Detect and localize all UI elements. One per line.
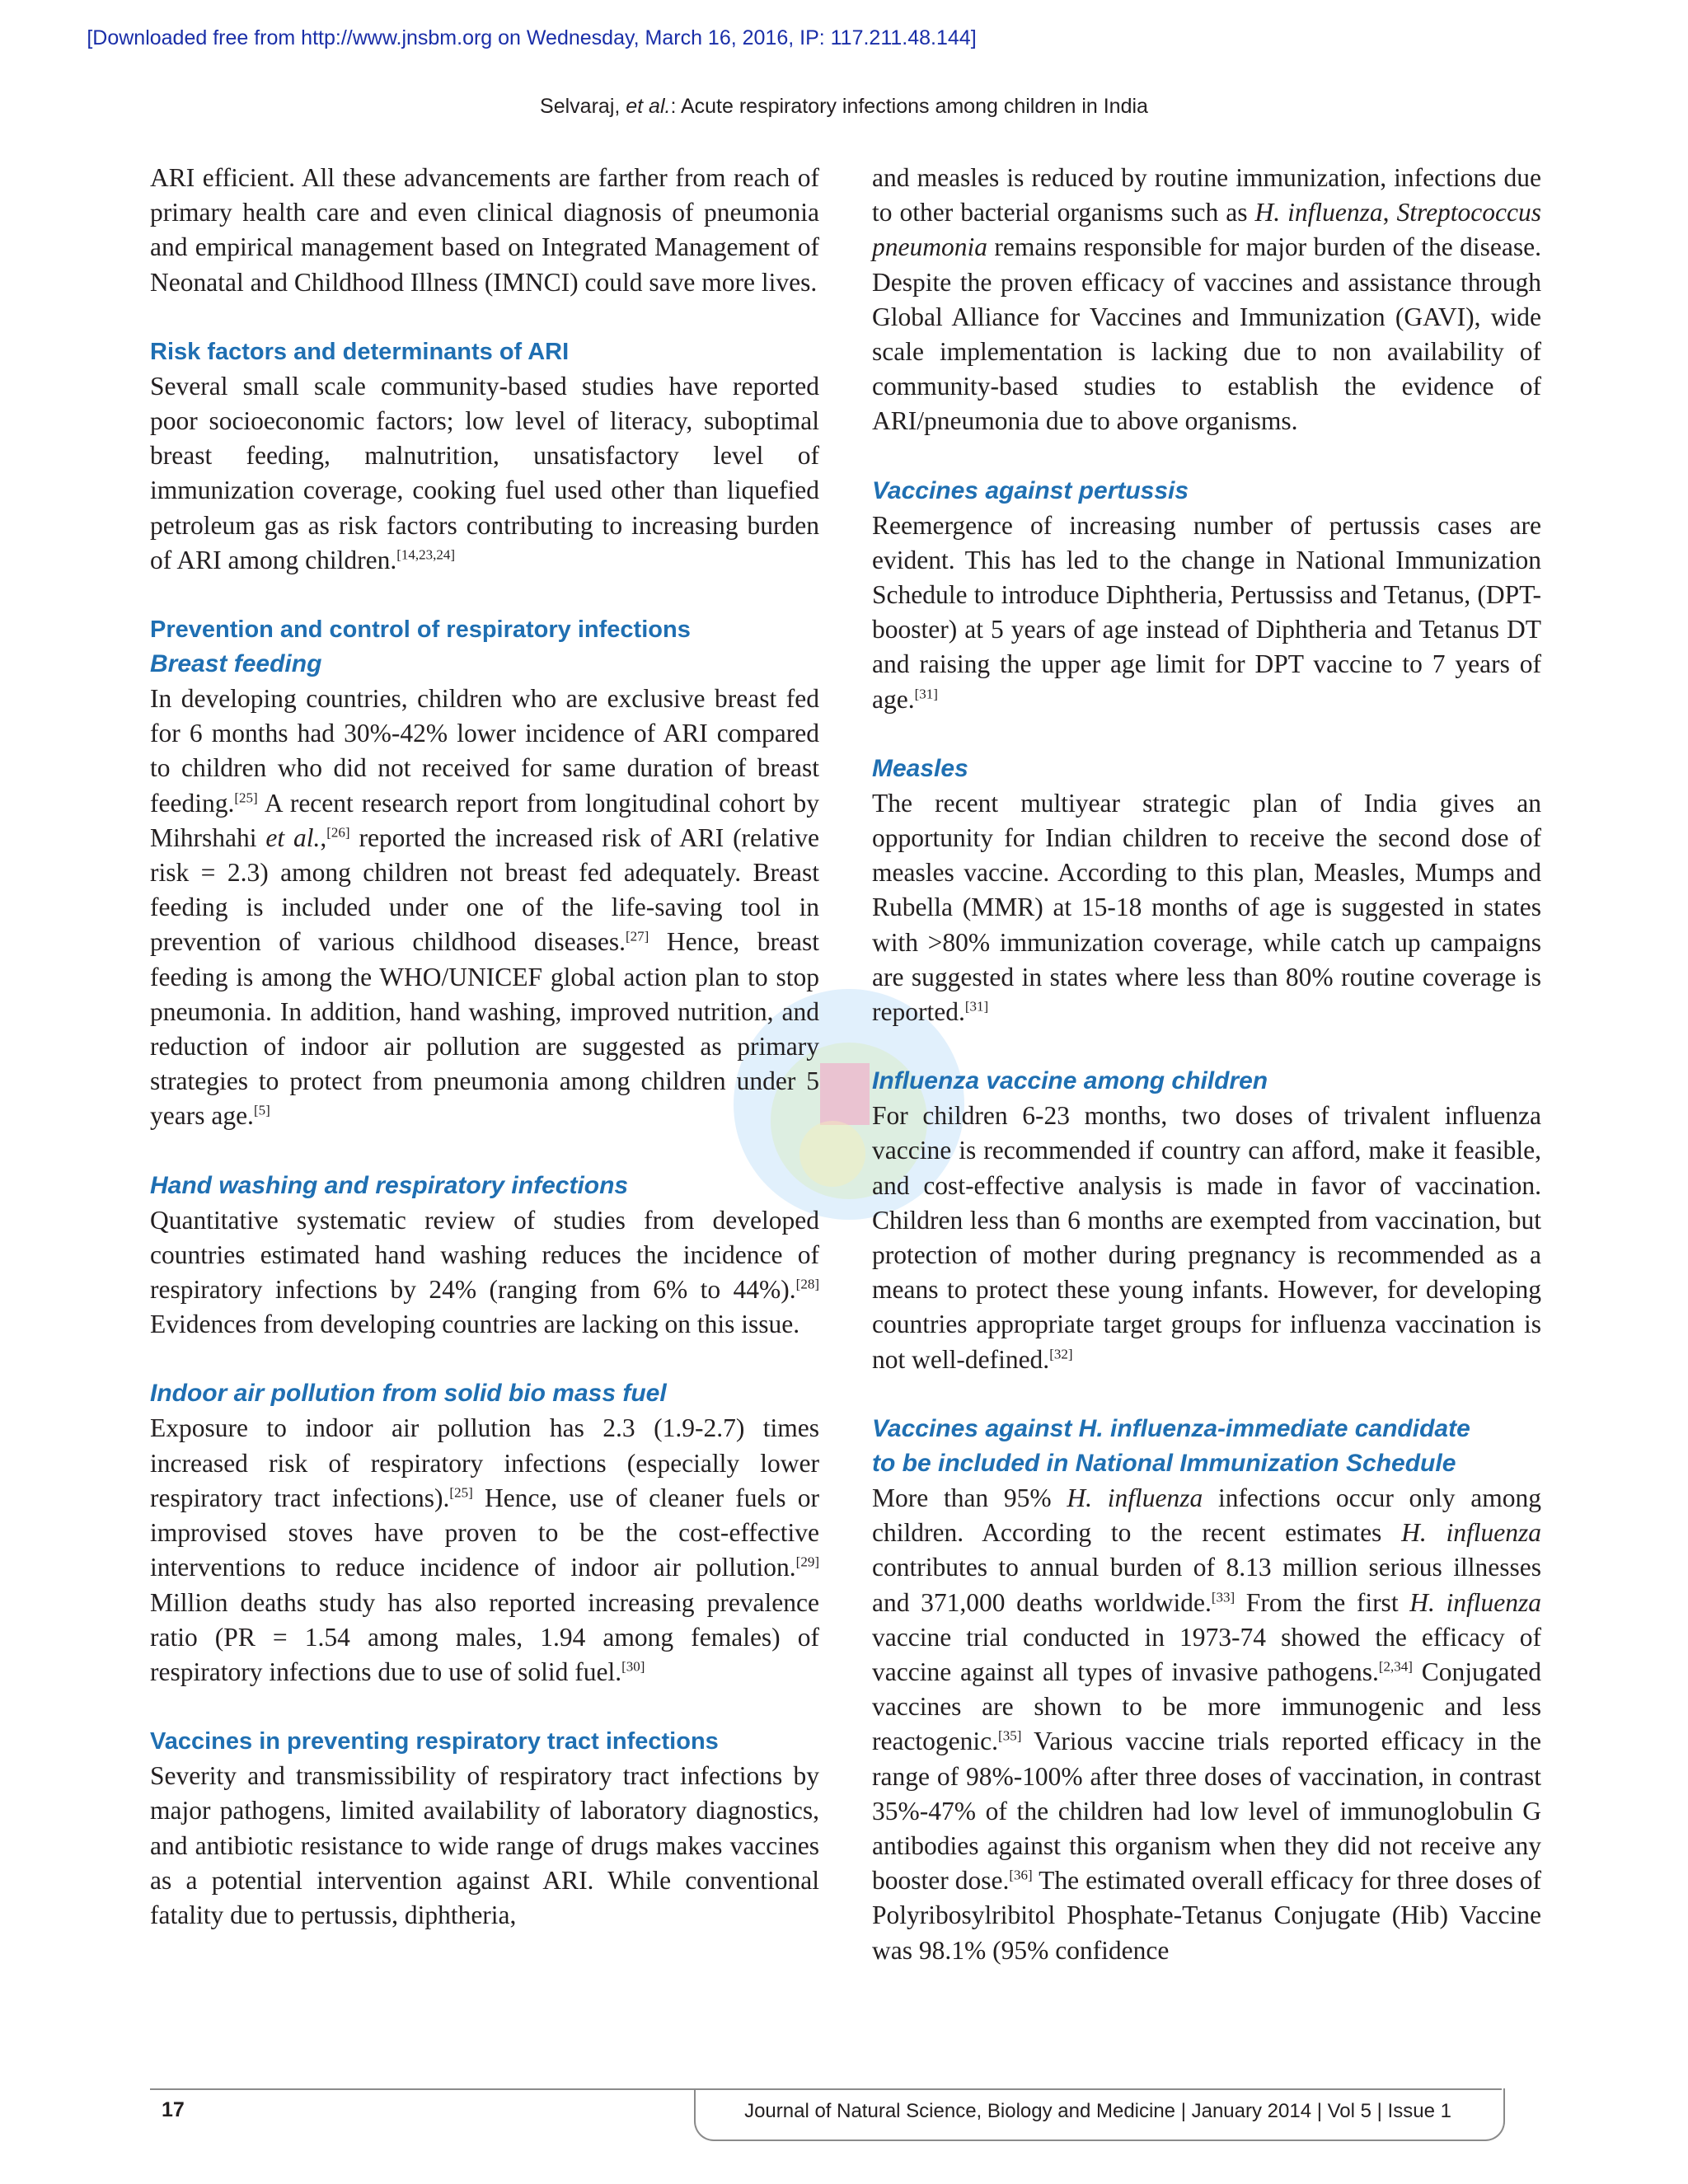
citation: [32] — [1049, 1346, 1073, 1362]
citation: [33] — [1211, 1589, 1236, 1605]
heading-measles: Measles — [872, 754, 968, 782]
paragraph-continued: and measles is reduced by routine immunization, infections due to other bacterial organisms such as H. influenza, Streptococcus pneumonia remains responsible for major burden of the disease. Despite the proven efficacy of vaccines and assistance through Global Alliance for Vaccines and Immunization (GAVI), wide scale implementation is lacking due to non availability of community-based studies to establish the evidence of ARI/pneumonia due to above organisms. — [872, 163, 1542, 436]
paragraph-intro: ARI efficient. All these advancements are farther from reach of primary health care and even clinical diagnosis of pneumonia and empirical management based on Integrated Management of Neonatal and Childhood Illness (IMNCI) could save more lives. — [150, 163, 819, 297]
heading-hib-line-2: to be included in National Immunization Schedule — [872, 1449, 1456, 1477]
heading-breast-feeding: Breast feeding — [150, 650, 322, 678]
citation: [25] — [449, 1484, 473, 1501]
right-column — [872, 161, 1541, 1968]
download-notice: [Downloaded free from http://www.jnsbm.org on Wednesday, March 16, 2016, IP: 117.211.48.144] — [87, 26, 977, 49]
paragraph-pertussis: Reemergence of increasing number of pertussis cases are evident. This has led to the change in National Immunization Schedule to introduce Diphtheria, Pertussiss and Tetanus, (DPT-booster) at 5 years of age instead of Diphtheria and Tetanus DT and raising the upper age limit for DPT vaccine to 7 years of age.[31] — [872, 510, 1541, 714]
paragraph-indoor-air: Exposure to indoor air pollution has 2.3 (1.9-2.7) times increased risk of respiratory infections (especially lower respiratory tract infections).[25] Hence, use of cleaner fuels or improvised stoves have proven to be the cost-effective interventions to reduce incidence of indoor air pollution.[29] Million deaths study has also reported increasing prevalence ratio (PR = 1.54 among males, 1.94 among females) of respiratory infections due to use of solid fuel.[30] — [150, 1413, 819, 1686]
running-author: Selvaraj, — [540, 95, 621, 118]
citation: [30] — [621, 1658, 645, 1675]
running-etal: et al. — [626, 95, 671, 118]
citation: [31] — [964, 998, 989, 1015]
citation: [29] — [795, 1554, 819, 1570]
paragraph-vaccines-respiratory: Severity and transmissibility of respiratory tract infections by major pathogens, limited availability of laboratory diagnostics, and antibiotic resistance to wide range of drugs makes vaccines as a potential intervention against ARI. While conventional fatality due to pertussis, diphtheria, — [150, 1761, 819, 1929]
citation: [31] — [914, 686, 938, 702]
paragraph-risk-factors: Several small scale community-based studies have reported poor socioeconomic factors; low level of literacy, suboptimal breast feeding, malnutrition, unsatisfactory level of immunization coverage, cooking fuel used other than liquefied petroleum gas as risk factors contributing to increasing burden of ARI among children.[14,23,24] — [150, 371, 819, 574]
citation: [36] — [1009, 1867, 1033, 1883]
heading-influenza-vaccine: Influenza vaccine among children — [872, 1067, 1268, 1095]
heading-vaccines-respiratory: Vaccines in preventing respiratory tract infections — [150, 1728, 719, 1755]
heading-prevention: Prevention and control of respiratory infections — [150, 616, 691, 644]
heading-risk-factors: Risk factors and determinants of ARI — [150, 338, 570, 365]
citation: [5] — [253, 1102, 270, 1118]
citation: [35] — [998, 1727, 1022, 1744]
citation: [26] — [326, 824, 350, 841]
paragraph-hand-washing: Quantitative systematic review of studies from developed countries estimated hand washing reduces the incidence of respiratory infections by 24% (ranging from 6% to 44%).[28] Evidences from developing countries are lacking on this issue. — [150, 1205, 819, 1339]
left-column — [150, 161, 819, 1933]
citation: [27] — [626, 928, 649, 944]
heading-pertussis: Vaccines against pertussis — [872, 476, 1189, 504]
page-number: 17 — [162, 2098, 185, 2121]
citation: [14,23,24] — [396, 546, 456, 563]
citation: [25] — [234, 790, 258, 806]
paragraph-hib: More than 95% H. influenza infections occur only among children. According to the recent estimates H. influenza contributes to annual burden of 8.13 million serious illnesses and 371,000 deaths worldwide.[33] From the first H. influenza vaccine trial conducted in 1973-74 showed the efficacy of vaccine against all types of invasive pathogens.[2,34] Conjugated vaccines are shown to be more immunogenic and less reactogenic.[35] Various vaccine trials reported efficacy in the range of 98%-100% after three doses of vaccination, in contrast 35%-47% of the children had low level of immunoglobulin G antibodies against this organism when they did not receive any booster dose.[36] The estimated overall efficacy for three doses of Polyribosylribitol Phosphate-Tetanus Conjugate (Hib) Vaccine was 98.1% (95% confidence — [872, 1483, 1542, 1965]
paragraph-breast-feeding: In developing countries, children who are exclusive breast fed for 6 months had 30%-42% lower incidence of ARI compared to children who did not received for same duration of breast feeding.[25] A recent research report from longitudinal cohort by Mihrshahi et al.,[26] reported the increased risk of ARI (relative risk = 2.3) among children not breast fed adequately. Breast feeding is included under one of the life-saving tool in prevention of various childhood diseases.[27] Hence, breast feeding is among the WHO/UNICEF global action plan to stop pneumonia. In addition, hand washing, improved nutrition, and reduction of indoor air pollution are suggested as primary strategies to protect from pneumonia among children under 5 years age.[5] — [150, 684, 819, 1131]
heading-hand-washing: Hand washing and respiratory infections — [150, 1171, 629, 1199]
paragraph-measles: The recent multiyear strategic plan of India gives an opportunity for Indian children to receive the second dose of measles vaccine. According to this plan, Measles, Mumps and Rubella (MMR) at 15-18 months of age is suggested in states with >80% immunization coverage, while catch up campaigns are suggested in states where less than 80% routine coverage is reported.[31] — [872, 788, 1541, 1027]
citation: [2,34] — [1378, 1658, 1413, 1675]
journal-info: Journal of Natural Science, Biology and Medicine | January 2014 | Vol 5 | Issue 1 — [744, 2100, 1451, 2122]
heading-hib-line-1: Vaccines against H. influenza-immediate candidate — [872, 1414, 1470, 1442]
heading-indoor-air: Indoor air pollution from solid bio mass fuel — [150, 1380, 667, 1408]
running-head — [0, 95, 1688, 119]
paragraph-influenza-vaccine: For children 6-23 months, two doses of trivalent influenza vaccine is recommended if country can afford, make it feasible, and cost-effective analysis is made in favor of vaccination. Children less than 6 months are exempted from vaccination, but protection of mother during pregnancy is recommended as a means to protect these young infants. However, for developing countries appropriate target groups for influenza vaccination is not well-defined.[32] — [872, 1101, 1541, 1374]
citation: [28] — [795, 1276, 819, 1292]
running-title: : Acute respiratory infections among children in India — [670, 95, 1148, 118]
